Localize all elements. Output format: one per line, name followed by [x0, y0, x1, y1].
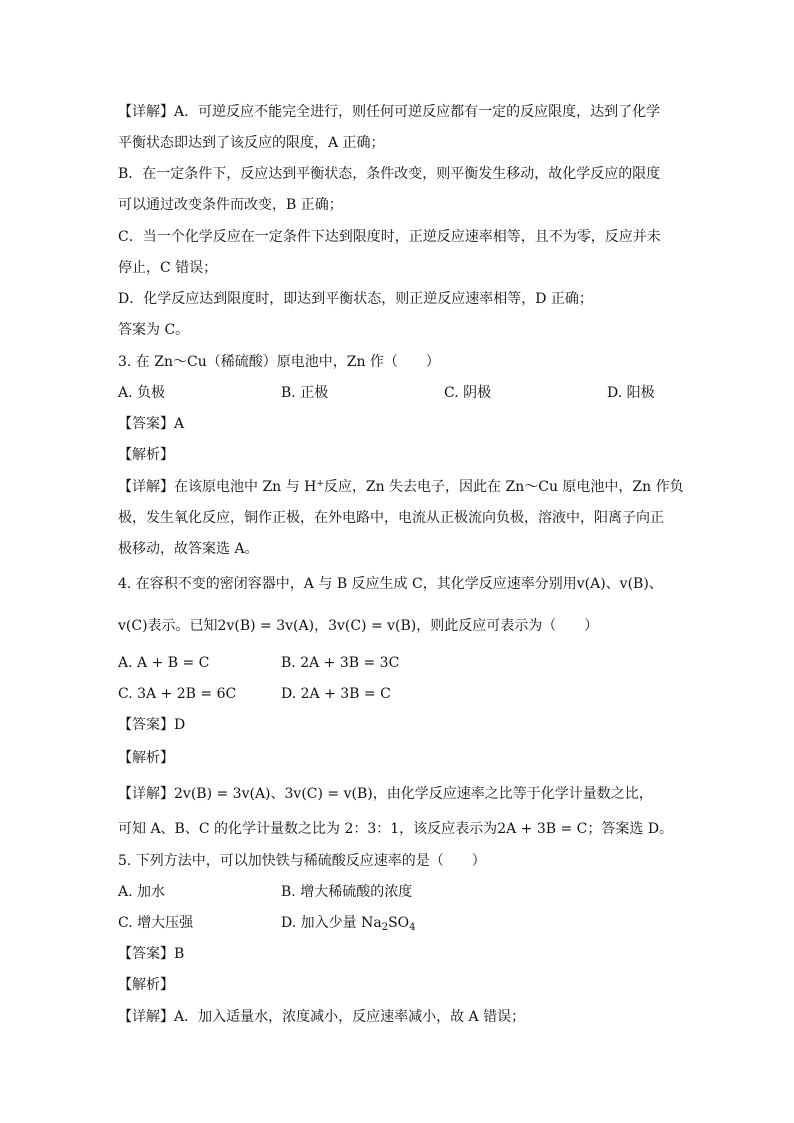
- question-5-detail: 【详解】A．加入适量水，浓度减小，反应速率减小，故 A 错误；: [118, 1009, 526, 1025]
- explanation-line: B．在一定条件下，反应达到平衡状态，条件改变，则平衡发生移动，故化学反应的限度: [118, 166, 661, 182]
- question-3-answer: 【答案】A: [118, 416, 185, 432]
- detail-text: 【详解】在该原电池中 Zn 与 H: [118, 479, 317, 495]
- option-b: B. 正极: [281, 385, 329, 401]
- question-4-detail: [118, 817, 678, 841]
- math-equation: 3v(C) = v(B): [328, 618, 417, 634]
- stem-text: 4. 在容积不变的密闭容器中，A 与 B 反应生成 C，其化学反应速率分别用: [118, 576, 577, 592]
- explanation-line: 平衡状态即达到了该反应的限度，A 正确；: [118, 135, 385, 151]
- stem-text: 表示。已知: [147, 618, 218, 634]
- superscript: +: [316, 479, 324, 489]
- option-d: [281, 911, 416, 935]
- separator: 、: [605, 576, 620, 592]
- option-text: D. 加入少量 Na: [281, 915, 382, 931]
- detail-text: ；答案选 D。: [587, 821, 674, 837]
- question-4-options-row-1: [118, 651, 678, 675]
- question-4-answer: 【答案】D: [118, 717, 186, 733]
- question-4-options-row-2: [118, 682, 678, 706]
- math-equation: 2A + 3B = C: [497, 821, 588, 837]
- explanation-line: D．化学反应达到限度时，即达到平衡状态，则正逆反应速率相等，D 正确；: [118, 291, 593, 307]
- detail-text: 【详解】: [118, 786, 174, 802]
- math-equation: 3v(C) = v(B): [284, 786, 373, 802]
- option-c: C. 增大压强: [118, 915, 194, 931]
- question-5-options-row-1: [118, 880, 678, 904]
- option-c: C. 阴极: [444, 385, 492, 401]
- question-5-options-row-2: [118, 911, 678, 935]
- subscript: 2: [381, 922, 389, 933]
- option-c: C. 3A + 2B = 6C: [118, 686, 237, 702]
- question-4-detail: [118, 782, 678, 806]
- question-3-detail: 极移动，故答案选 A。: [118, 541, 259, 557]
- question-4-stem-line-2: [118, 614, 678, 638]
- question-4-analysis-heading: 【解析】: [118, 750, 174, 766]
- question-3-detail: 极，发生氧化反应，铜作正极，在外电路中，电流从正极流向负极，溶液中，阳离子向正: [118, 510, 664, 526]
- explanation-line: 【详解】A．可逆反应不能完全进行，则任何可逆反应都有一定的反应限度，达到了化学: [118, 104, 661, 120]
- question-5-analysis-heading: 【解析】: [118, 977, 174, 993]
- detail-text: ，由化学反应速率之比等于化学计量数之比，: [372, 786, 653, 802]
- question-5-stem: 5. 下列方法中，可以加快铁与稀硫酸反应速率的是（ ）: [118, 853, 486, 869]
- explanation-line: C．当一个化学反应在一定条件下达到限度时，正逆反应速率相等，且不为零，反应并未: [118, 229, 661, 245]
- option-d: D. 2A + 3B = C: [281, 686, 391, 702]
- math-vC: v(C): [118, 618, 148, 634]
- option-a: A. 加水: [118, 884, 166, 900]
- option-d: D. 阳极: [607, 385, 655, 401]
- math-equation: 2v(B) = 3v(A): [217, 618, 315, 634]
- detail-text: 可知 A、B、C 的化学计量数之比为 2：3：1，该反应表示为: [118, 821, 498, 837]
- question-5-answer: 【答案】B: [118, 946, 185, 962]
- option-a: A. 负极: [118, 385, 166, 401]
- explanation-line: 停止，C 错误；: [118, 260, 218, 276]
- separator: 、: [648, 576, 663, 592]
- question-3-stem: 3. 在 Zn～Cu（稀硫酸）原电池中，Zn 作（ ）: [118, 354, 440, 370]
- option-b: B. 增大稀硫酸的浓度: [281, 884, 413, 900]
- separator: ，: [314, 618, 329, 634]
- math-equation: 2v(B) = 3v(A): [174, 786, 271, 802]
- answer-line: 答案为 C。: [118, 322, 190, 338]
- math-vA: v(A): [576, 576, 606, 592]
- option-a: A. A + B = C: [118, 655, 210, 671]
- question-4-stem-line-1: [118, 572, 678, 596]
- subscript: 4: [409, 922, 416, 933]
- question-3-detail: [118, 475, 684, 499]
- explanation-line: 可以通过改变条件而改变，B 正确；: [118, 197, 343, 213]
- detail-text: 反应，Zn 失去电子，因此在 Zn～Cu 原电池中，Zn 作负: [323, 479, 684, 495]
- math-vB: v(B): [619, 576, 649, 592]
- option-b: B. 2A + 3B = 3C: [281, 655, 400, 671]
- option-text: SO: [388, 915, 410, 931]
- stem-text: ，则此反应可表示为（ ）: [416, 618, 599, 634]
- separator: 、: [270, 786, 285, 802]
- question-3-analysis-heading: 【解析】: [118, 447, 174, 463]
- question-3-options: [118, 381, 678, 405]
